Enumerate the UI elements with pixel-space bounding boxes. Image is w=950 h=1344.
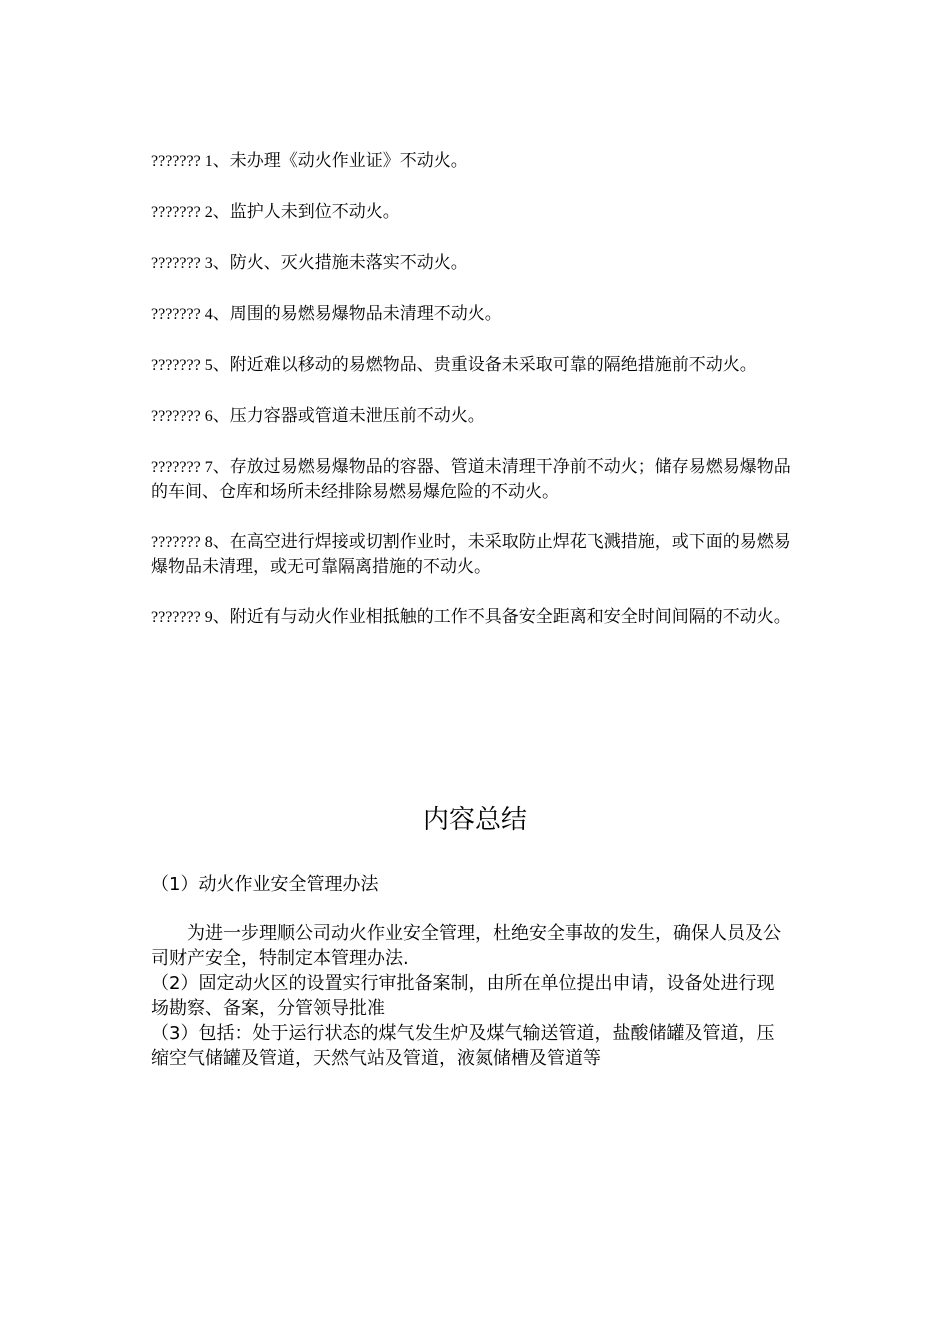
rule-text: 、存放过易燃易爆物品的容器、管道未清理干净前不动火；储存易燃易爆物品的车间、仓库和场所未经排除易燃易爆危险的不动火。 xyxy=(151,457,791,502)
summary-title: 内容总结 xyxy=(422,805,527,835)
rule-item-8 xyxy=(151,530,803,579)
summary-paragraph-1: 为进一步理顺公司动火作业安全管理，杜绝安全事故的发生，确保人员及公司财产安全，特制定本管理办法. xyxy=(151,923,781,969)
rule-text: 、未办理《动火作业证》不动火。 xyxy=(212,151,468,171)
rule-item-2 xyxy=(151,200,803,225)
rule-item-9 xyxy=(151,605,803,630)
rule-number: ??????? 1 xyxy=(151,153,213,170)
rule-text: 、防火、灭火措施未落实不动火。 xyxy=(212,253,468,273)
rule-number: ??????? 8 xyxy=(151,534,213,551)
rule-number: ??????? 6 xyxy=(151,408,213,425)
rule-item-3 xyxy=(151,251,803,276)
rule-item-4 xyxy=(151,302,803,327)
rule-item-1 xyxy=(151,149,803,174)
rule-number: ??????? 5 xyxy=(151,357,213,374)
rule-text: 、附近难以移动的易燃物品、贵重设备未采取可靠的隔绝措施前不动火。 xyxy=(212,355,757,375)
summary-paragraph-3: （3）包括：处于运行状态的煤气发生炉及煤气输送管道，盐酸储罐及管道，压缩空气储罐及管道，天然气站及管道，液氮储槽及管道等 xyxy=(151,1023,775,1069)
rule-text: 、在高空进行焊接或切割作业时，未采取防止焊花飞溅措施，或下面的易燃易爆物品未清理，或无可靠隔离措施的不动火。 xyxy=(151,532,791,577)
fire-rules-list xyxy=(151,149,803,656)
summary-heading: （1）动火作业安全管理办法 xyxy=(151,874,379,895)
rule-text: 、监护人未到位不动火。 xyxy=(212,202,400,222)
rule-text: 、周围的易燃易爆物品未清理不动火。 xyxy=(212,304,502,324)
rule-number: ??????? 2 xyxy=(151,204,213,221)
rule-text: 、附近有与动火作业相抵触的工作不具备安全距离和安全时间间隔的不动火。 xyxy=(212,607,791,627)
rule-number: ??????? 4 xyxy=(151,306,213,323)
summary-paragraph-2: （2）固定动火区的设置实行审批备案制，由所在单位提出申请，设备处进行现场勘察、备案，分管领导批准 xyxy=(151,973,775,1019)
rule-item-5 xyxy=(151,353,803,378)
rule-text: 、压力容器或管道未泄压前不动火。 xyxy=(212,406,485,426)
rule-number: ??????? 7 xyxy=(151,459,213,476)
summary-section xyxy=(151,872,791,1071)
rule-item-6 xyxy=(151,404,803,429)
rule-item-7 xyxy=(151,455,803,504)
rule-number: ??????? 3 xyxy=(151,255,213,272)
rule-number: ??????? 9 xyxy=(151,609,213,626)
